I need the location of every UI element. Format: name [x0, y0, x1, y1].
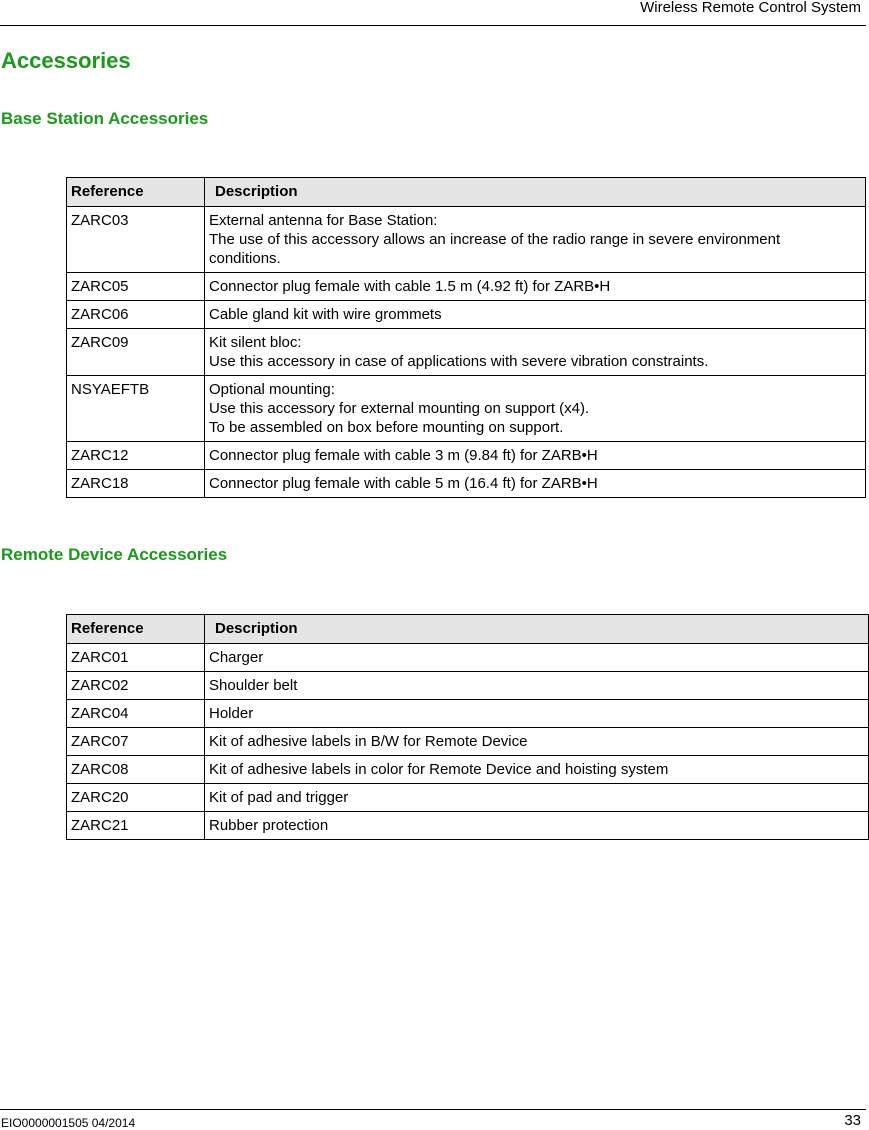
page-title: Accessories	[1, 48, 131, 73]
reference-cell: ZARC08	[67, 756, 205, 784]
base-station-rows	[67, 207, 866, 498]
description-line: Shoulder belt	[209, 677, 298, 694]
description-line: Use this accessory for external mounting on support (x4).	[209, 400, 590, 417]
description-cell	[205, 376, 866, 442]
description-cell	[205, 756, 869, 784]
header-title: Wireless Remote Control System	[640, 0, 861, 16]
description-line: Optional mounting:	[209, 381, 335, 398]
reference-cell: ZARC01	[67, 644, 205, 672]
reference-cell: ZARC03	[67, 207, 205, 273]
description-line: Connector plug female with cable 5 m (16.4 ft) for ZARB•H	[209, 475, 598, 492]
column-header-description: Description	[205, 178, 866, 207]
table-row	[67, 700, 869, 728]
description-cell	[205, 644, 869, 672]
reference-cell: ZARC05	[67, 273, 205, 301]
description-cell	[205, 273, 866, 301]
description-line: Kit of adhesive labels in color for Remote Device and hoisting system	[209, 761, 669, 778]
reference-cell: ZARC06	[67, 301, 205, 329]
table-row	[67, 812, 869, 840]
table-row	[67, 784, 869, 812]
table-header-row	[67, 178, 866, 207]
description-cell	[205, 442, 866, 470]
table-row	[67, 207, 866, 273]
column-header-reference: Reference	[67, 178, 205, 207]
table-row	[67, 376, 866, 442]
reference-cell: ZARC12	[67, 442, 205, 470]
description-line: Kit silent bloc:	[209, 334, 302, 351]
table-row	[67, 470, 866, 498]
table-row	[67, 644, 869, 672]
table-row	[67, 301, 866, 329]
page-number: 33	[844, 1112, 861, 1129]
description-line: Kit of adhesive labels in B/W for Remote Device	[209, 733, 528, 750]
description-cell	[205, 784, 869, 812]
description-line: Rubber protection	[209, 817, 329, 834]
remote-device-table	[66, 614, 869, 840]
table-row	[67, 442, 866, 470]
description-cell	[205, 329, 866, 376]
description-cell	[205, 672, 869, 700]
reference-cell: ZARC18	[67, 470, 205, 498]
remote-device-heading: Remote Device Accessories	[1, 545, 228, 564]
description-line: Use this accessory in case of applications with severe vibration constraints.	[209, 353, 709, 370]
description-cell	[205, 700, 869, 728]
remote-device-rows	[67, 644, 869, 840]
table-header-row	[67, 615, 869, 644]
reference-cell: ZARC21	[67, 812, 205, 840]
table-row	[67, 756, 869, 784]
footer-rule	[0, 1109, 866, 1110]
column-header-description: Description	[205, 615, 869, 644]
reference-cell: NSYAEFTB	[67, 376, 205, 442]
reference-cell: ZARC07	[67, 728, 205, 756]
header-rule	[0, 25, 866, 26]
description-line: conditions.	[209, 250, 281, 267]
reference-cell: ZARC20	[67, 784, 205, 812]
table-row	[67, 273, 866, 301]
table-row	[67, 329, 866, 376]
column-header-reference: Reference	[67, 615, 205, 644]
description-cell	[205, 812, 869, 840]
reference-cell: ZARC02	[67, 672, 205, 700]
description-line: Holder	[209, 705, 254, 722]
description-line: The use of this accessory allows an increase of the radio range in severe environment	[209, 231, 781, 248]
description-line: To be assembled on box before mounting on support.	[209, 419, 564, 436]
description-cell	[205, 728, 869, 756]
description-cell	[205, 470, 866, 498]
description-line: Cable gland kit with wire grommets	[209, 306, 442, 323]
footer-doc-id: EIO0000001505 04/2014	[1, 1116, 136, 1130]
reference-cell: ZARC09	[67, 329, 205, 376]
description-cell	[205, 207, 866, 273]
description-cell	[205, 301, 866, 329]
description-line: External antenna for Base Station:	[209, 212, 438, 229]
description-line: Connector plug female with cable 1.5 m (4.92 ft) for ZARB•H	[209, 278, 611, 295]
table-row	[67, 672, 869, 700]
description-line: Connector plug female with cable 3 m (9.84 ft) for ZARB•H	[209, 447, 598, 464]
base-station-table	[66, 177, 866, 498]
table-row	[67, 728, 869, 756]
description-line: Kit of pad and trigger	[209, 789, 349, 806]
reference-cell: ZARC04	[67, 700, 205, 728]
description-line: Charger	[209, 649, 264, 666]
base-station-heading: Base Station Accessories	[1, 109, 209, 128]
